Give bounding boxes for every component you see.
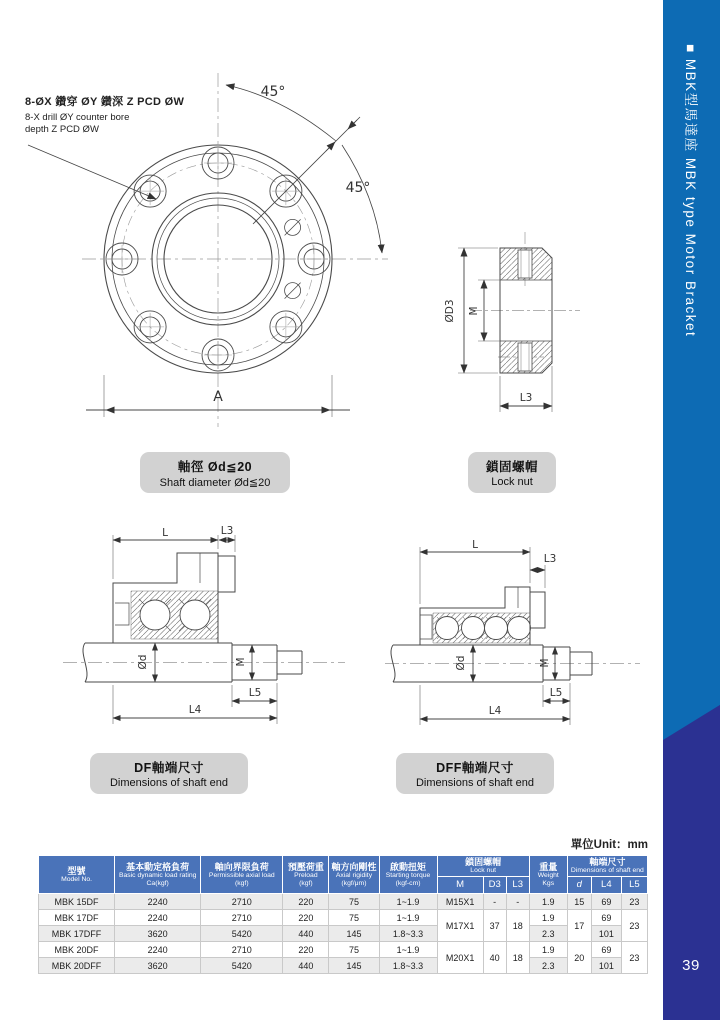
table-cell: M17X1 [437, 910, 483, 942]
table-cell: 2710 [201, 942, 283, 958]
table-row [39, 910, 648, 926]
table-cell: 75 [329, 942, 379, 958]
table-cell: 18 [506, 910, 529, 942]
table-cell: 2710 [201, 894, 283, 910]
col-header-preload: 預壓荷重 Preload (kgf) [283, 856, 329, 894]
table-cell: 1.9 [529, 942, 567, 958]
table-cell: MBK 20DF [39, 942, 115, 958]
table-cell: 440 [283, 926, 329, 942]
lock-nut-section-drawing [440, 220, 660, 420]
dim-m-label: M [468, 306, 480, 316]
table-cell: 20 [567, 942, 591, 974]
dim-a-label: A [213, 389, 223, 405]
table-cell: 23 [621, 894, 647, 910]
col-header-model: 型號 Model No. [39, 856, 115, 894]
table-cell: 1~1.9 [379, 894, 437, 910]
angle-dimensions [226, 85, 382, 253]
col-header-dynamic-load: 基本動定格負荷 Basic dynamic load rating Ca(kgf) [115, 856, 201, 894]
table-cell: M20X1 [437, 942, 483, 974]
table-cell: 69 [591, 910, 621, 926]
table-cell: 1~1.9 [379, 942, 437, 958]
section-vertical-title: ■ MBK型馬達座 MBK type Motor Bracket [683, 44, 698, 338]
dim-l3-label: L3 [519, 392, 533, 404]
table-cell: 101 [591, 958, 621, 974]
col-header-locknut-group: 鎖固螺帽 Lock nut [437, 856, 529, 877]
table-cell: 5420 [201, 926, 283, 942]
dff-dim-l-label: L [472, 539, 478, 551]
df-shaft-end-drawing [55, 525, 355, 740]
table-row [39, 926, 648, 942]
df-dim-l4-label: L4 [188, 704, 202, 716]
drill-callout-zh: 8-ØX 鑽穿 ØY 鑽深 Z PCD ØW [25, 96, 185, 108]
table-cell: 3620 [115, 958, 201, 974]
unit-label: 單位Unit：mm [570, 839, 648, 851]
table-cell: 220 [283, 910, 329, 926]
table-cell: 145 [329, 958, 379, 974]
table-row [39, 958, 648, 974]
table-cell: 2240 [115, 910, 201, 926]
df-ball-2 [180, 600, 210, 630]
table-cell: 2.3 [529, 958, 567, 974]
table-cell: 2710 [201, 910, 283, 926]
drill-callout-en: 8-X drill ØY counter bore depth Z PCD ØW [25, 112, 130, 135]
angle-right-label: 45° [345, 180, 371, 196]
spec-table [38, 855, 648, 974]
table-cell: 3620 [115, 926, 201, 942]
table-cell: 2240 [115, 942, 201, 958]
table-cell: 23 [621, 942, 647, 974]
table-cell: M15X1 [437, 894, 483, 910]
col-header-shaftend-group: 軸端尺寸 Dimensions of shaft end [567, 856, 647, 877]
dff-dim-l3-label: L3 [543, 553, 557, 565]
caption-df-shaft-end: DF軸端尺寸 Dimensions of shaft end [90, 753, 248, 794]
dff-shaft-end-drawing [385, 535, 660, 740]
table-cell: 5420 [201, 958, 283, 974]
table-cell: MBK 17DF [39, 910, 115, 926]
table-cell: 1.8~3.3 [379, 958, 437, 974]
subcol-l5: L5 [621, 877, 647, 894]
table-row [39, 942, 648, 958]
subcol-m: M [437, 877, 483, 894]
table-cell: 1.8~3.3 [379, 926, 437, 942]
df-dim-l-label: L [162, 527, 168, 539]
table-cell: 75 [329, 910, 379, 926]
table-cell: 101 [591, 926, 621, 942]
table-row [39, 894, 648, 910]
col-header-rigidity: 軸方向剛性 Axial rigidity (kgf/μm) [329, 856, 379, 894]
subcol-l3: L3 [506, 877, 529, 894]
table-cell: 17 [567, 910, 591, 942]
table-cell: 75 [329, 894, 379, 910]
table-cell: 220 [283, 942, 329, 958]
dff-dim-l5-label: L5 [549, 687, 563, 699]
df-dim-m-label: M [235, 657, 247, 667]
dff-dim-m-label: M [539, 658, 551, 668]
table-cell: 15 [567, 894, 591, 910]
table-cell: 440 [283, 958, 329, 974]
table-cell: 2.3 [529, 926, 567, 942]
dff-dim-l4-label: L4 [488, 705, 502, 717]
flange-front-view-drawing [20, 55, 410, 435]
flange-centerlines [82, 73, 388, 427]
caption-dff-shaft-end: DFF軸端尺寸 Dimensions of shaft end [396, 753, 554, 794]
df-ball-1 [140, 600, 170, 630]
subcol-d: d [567, 877, 591, 894]
table-cell: 1.9 [529, 894, 567, 910]
table-cell: 1~1.9 [379, 910, 437, 926]
table-cell: 69 [591, 894, 621, 910]
caption-lock-nut: 鎖固螺帽 Lock nut [468, 452, 556, 493]
subcol-d3: D3 [483, 877, 506, 894]
caption-shaft-diameter: 軸徑 Ød≦20 Shaft diameter Ød≦20 [140, 452, 290, 493]
table-cell: 37 [483, 910, 506, 942]
col-header-torque: 啟動扭矩 Starting torque (kgf-cm) [379, 856, 437, 894]
df-dim-od-label: Ød [137, 654, 149, 670]
table-cell: MBK 15DF [39, 894, 115, 910]
table-cell: 2240 [115, 894, 201, 910]
table-cell: 145 [329, 926, 379, 942]
table-cell: 23 [621, 910, 647, 942]
table-cell: - [483, 894, 506, 910]
subcol-l4: L4 [591, 877, 621, 894]
table-cell: MBK 17DFF [39, 926, 115, 942]
col-header-axial-load: 軸向界限負荷 Permissible axial load (kgf) [201, 856, 283, 894]
table-cell: MBK 20DFF [39, 958, 115, 974]
table-cell: 220 [283, 894, 329, 910]
table-cell: 18 [506, 942, 529, 974]
dim-d3-label: ØD3 [444, 299, 456, 323]
table-cell: 40 [483, 942, 506, 974]
col-header-weight: 重量 Weight Kgs [529, 856, 567, 894]
table-cell: 69 [591, 942, 621, 958]
table-header-row [39, 856, 648, 877]
dff-dim-od-label: Ød [455, 655, 467, 671]
table-cell: 1.9 [529, 910, 567, 926]
df-dim-l5-label: L5 [248, 687, 262, 699]
angle-top-label: 45° [260, 84, 286, 100]
df-dim-l3-label: L3 [220, 525, 234, 537]
callout-leader-line [28, 145, 156, 199]
table-cell: - [506, 894, 529, 910]
page-number: 39 [682, 957, 700, 974]
